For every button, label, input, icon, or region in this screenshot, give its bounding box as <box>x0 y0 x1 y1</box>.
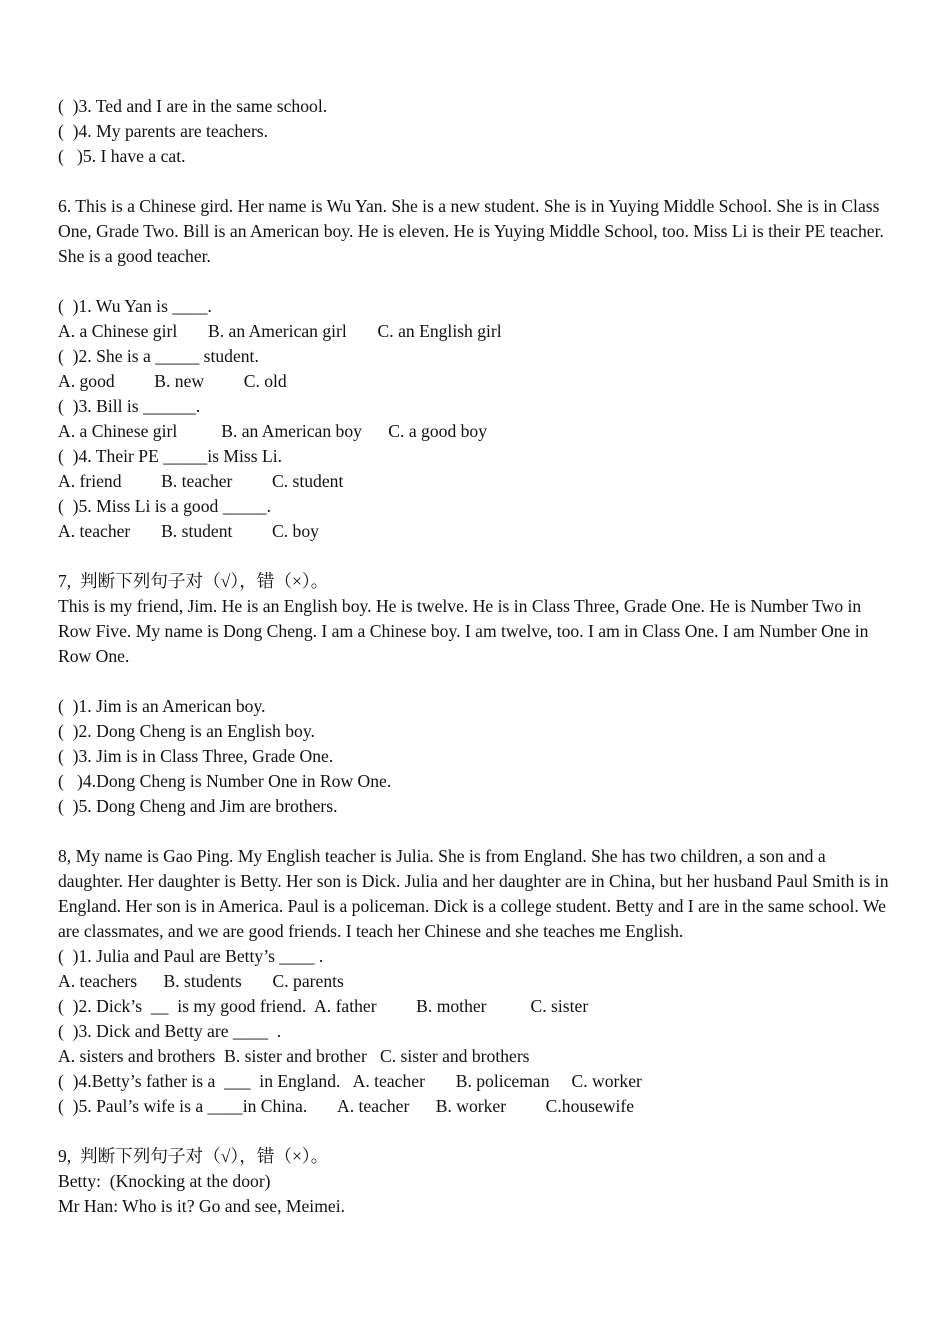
passage-6: 6. This is a Chinese gird. Her name is Wu Yan. She is a new student. She is in Yuying Middle School. She is in Class One, Grade Two. Bill is an American boy. He is eleven. He is Yuying Middle School, too. Miss Li is their PE teacher. She is a good teacher. <box>58 196 884 266</box>
q6-options-4: A. friend B. teacher C. student <box>58 471 344 491</box>
q8-question-1: ( )1. Julia and Paul are Betty’s ____ . <box>58 946 324 966</box>
q8-question-5: ( )5. Paul’s wife is a ____in China. A. teacher B. worker C.housewife <box>58 1096 635 1116</box>
spacer <box>58 1119 892 1144</box>
q6-question-5: ( )5. Miss Li is a good _____. <box>58 496 272 516</box>
q7-item-5: ( )5. Dong Cheng and Jim are brothers. <box>58 796 338 816</box>
passage-8: 8, My name is Gao Ping. My English teacher is Julia. She is from England. She has two children, a son and a daughter. Her daughter is Betty. Her son is Dick. Julia and her daughter are in China, but her husband Paul Smith is in England. Her son is in America. Paul is a policeman. Dick is a college student. Betty and I are in the same school. We are classmates, and we are good friends. I teach her Chinese and she teaches me English. <box>58 846 889 941</box>
q6-question-1: ( )1. Wu Yan is ____. <box>58 296 212 316</box>
q8-options-3: A. sisters and brothers B. sister and brother C. sister and brothers <box>58 1046 530 1066</box>
spacer <box>58 169 892 194</box>
q8-question-3: ( )3. Dick and Betty are ____ . <box>58 1021 282 1041</box>
spacer <box>58 669 892 694</box>
dialogue-line-2: Mr Han: Who is it? Go and see, Meimei. <box>58 1196 345 1216</box>
worksheet-page <box>58 94 892 1219</box>
q5-item-4: ( )4. My parents are teachers. <box>58 121 269 141</box>
spacer <box>58 544 892 569</box>
q7-item-2: ( )2. Dong Cheng is an English boy. <box>58 721 315 741</box>
q6-question-3: ( )3. Bill is ______. <box>58 396 201 416</box>
q5-item-3: ( )3. Ted and I are in the same school. <box>58 96 328 116</box>
q8-options-1: A. teachers B. students C. parents <box>58 971 344 991</box>
q5-item-5: ( )5. I have a cat. <box>58 146 186 166</box>
q6-options-1: A. a Chinese girl B. an American girl C. an English girl <box>58 321 502 341</box>
section-7-heading: 7, 判断下列句子对（√），错（×）。 <box>58 571 329 591</box>
q6-options-2: A. good B. new C. old <box>58 371 287 391</box>
q6-options-3: A. a Chinese girl B. an American boy C. a good boy <box>58 421 488 441</box>
q6-options-5: A. teacher B. student C. boy <box>58 521 319 541</box>
section-9-heading: 9, 判断下列句子对（√），错（×）。 <box>58 1146 329 1166</box>
spacer <box>58 819 892 844</box>
q8-question-4: ( )4.Betty’s father is a ___ in England. A. teacher B. policeman C. worker <box>58 1071 642 1091</box>
q7-item-3: ( )3. Jim is in Class Three, Grade One. <box>58 746 334 766</box>
q6-question-4: ( )4. Their PE _____is Miss Li. <box>58 446 282 466</box>
passage-7: This is my friend, Jim. He is an English boy. He is twelve. He is in Class Three, Grade One. He is Number Two in Row Five. My name is Dong Cheng. I am a Chinese boy. I am twelve, too. I am in Class One. I am Number One in Row One. <box>58 596 869 666</box>
q8-question-2: ( )2. Dick’s __ is my good friend. A. father B. mother C. sister <box>58 996 589 1016</box>
dialogue-line-1: Betty: (Knocking at the door) <box>58 1171 271 1191</box>
q7-item-4: ( )4.Dong Cheng is Number One in Row One. <box>58 771 392 791</box>
q7-item-1: ( )1. Jim is an American boy. <box>58 696 266 716</box>
spacer <box>58 269 892 294</box>
q6-question-2: ( )2. She is a _____ student. <box>58 346 259 366</box>
